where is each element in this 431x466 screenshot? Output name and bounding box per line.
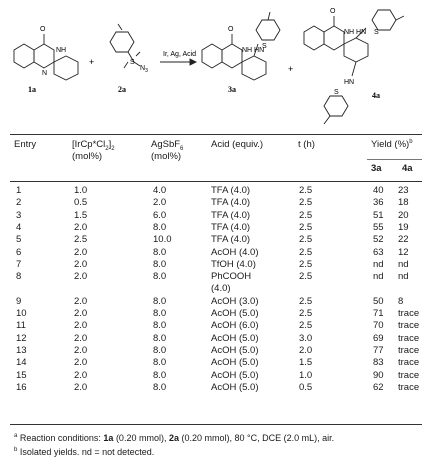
table-cell-y3a: 51: [373, 209, 384, 221]
table-cell-acid: AcOH (5.0): [211, 344, 259, 356]
table-cell-y3a: 83: [373, 357, 384, 369]
table-cell-entry: 11: [16, 320, 26, 332]
table-cell-y4a: trace: [398, 320, 420, 332]
table-cell-entry: 12: [16, 332, 27, 344]
header-ag: AgSbF$_6$ (mol%): [151, 139, 184, 162]
table-rule-top: [10, 134, 422, 135]
structure-2a: [110, 24, 140, 68]
atom-S-2a: S: [130, 59, 135, 66]
table-cell-acid: TFA (4.0): [211, 221, 251, 233]
table-cell-t: 2.5: [299, 271, 313, 283]
table-cell-t: 2.5: [299, 295, 313, 307]
table-cell-entry: 15: [16, 369, 27, 381]
table-cell-y3a: 77: [373, 344, 384, 356]
table-cell-y4a: 19: [398, 221, 409, 233]
table-cell-y3a: 55: [373, 221, 384, 233]
atom-N3-2a: $N_3$: [140, 65, 148, 74]
table-cell-ag: 2.0: [153, 197, 167, 209]
table-cell-acid: TFA (4.0): [211, 234, 251, 246]
table-cell-acid: AcOH (5.0): [211, 332, 259, 344]
compound-2a-label: 2a: [118, 85, 126, 94]
table-cell-ir: 2.0: [74, 258, 88, 270]
table-cell-ag: 8.0: [153, 308, 167, 319]
atom-S-3a: S: [262, 43, 267, 50]
table-cell-entry: 6: [16, 246, 22, 258]
table-cell-y3a: nd: [373, 271, 384, 283]
table-cell-acid: AcOH (5.0): [211, 381, 259, 393]
table-cell-y4a: 8: [398, 295, 404, 307]
table-rule-bottom: [10, 424, 422, 425]
table-cell-ir: 2.0: [74, 332, 88, 344]
table-cell-ag: 8.0: [153, 357, 167, 369]
table-cell-t: 2.5: [299, 221, 313, 233]
table-cell-ir: 2.0: [74, 357, 88, 369]
table-cell-entry: 5: [16, 234, 22, 246]
table-cell-y4a: trace: [398, 344, 420, 356]
table-cell-entry: 3: [16, 209, 22, 221]
table-cell-entry: 10: [16, 308, 27, 319]
table-cell-y4a: 12: [398, 246, 409, 258]
atom-O-1a: O: [40, 26, 46, 33]
atom-NH-4a: NH HN: [344, 29, 367, 36]
table-cell-t: 2.5: [299, 258, 313, 270]
table-cell-ir: 2.0: [74, 308, 88, 319]
structure-3a: [202, 12, 280, 80]
table-cell-y4a: 23: [398, 185, 409, 196]
table-cell-t: 2.5: [299, 320, 313, 332]
table-cell-ag: 8.0: [153, 246, 167, 258]
table-cell-t: 2.5: [299, 246, 313, 258]
table-cell-ag: 4.0: [153, 185, 167, 196]
table-cell-t: 1.0: [299, 369, 313, 381]
table-cell-acid: PhCOOH: [211, 271, 252, 283]
table-cell-y3a: 71: [373, 308, 384, 319]
table-cell-ir: 2.0: [74, 344, 88, 356]
atom-NH-3a: NH HN: [242, 47, 265, 54]
table-cell-t: 2.5: [299, 197, 313, 209]
table-cell-acid: AcOH (5.0): [211, 308, 259, 319]
atom-S2-4a: S: [334, 89, 339, 96]
table-cell-ir: 1.5: [74, 209, 88, 221]
atom-S-4a: S: [374, 29, 379, 36]
table-cell-ir: 2.5: [74, 234, 88, 246]
table-cell-y4a: 18: [398, 197, 409, 209]
compound-1a-label: 1a: [28, 85, 36, 94]
table-cell-t: 2.5: [299, 185, 313, 196]
table-cell-ag: 8.0: [153, 221, 167, 233]
table-cell-ag: 8.0: [153, 369, 167, 381]
table-cell-ag: 6.0: [153, 209, 167, 221]
table-cell-ag: 8.0: [153, 344, 167, 356]
table-cell-t: 3.0: [299, 332, 313, 344]
table-cell-ir: 0.5: [74, 197, 88, 209]
reagent-label: Ir, Ag, Acid: [163, 51, 197, 58]
table-cell-entry: 13: [16, 344, 27, 356]
table-cell-y4a: trace: [398, 332, 420, 344]
table-cell-t: 2.5: [299, 234, 313, 246]
table-cell-acid: AcOH (5.0): [211, 369, 259, 381]
table-cell-ag: 8.0: [153, 320, 167, 332]
plus-sign-2: +: [288, 64, 294, 74]
header-yield: Yield (%)$^b$: [371, 138, 413, 150]
table-cell-acid: AcOH (4.0): [211, 246, 259, 258]
table-cell-ag: 10.0: [153, 234, 172, 246]
header-4a: 4a: [402, 163, 413, 174]
table-cell-ir: 2.0: [74, 369, 88, 381]
table-cell-y4a: nd: [398, 271, 409, 283]
atom-O-3a: O: [228, 26, 234, 33]
table-cell-y3a: 69: [373, 332, 384, 344]
table-cell-ir: 2.0: [74, 320, 88, 332]
table-cell-y3a: 52: [373, 234, 384, 246]
table-cell-ag: 8.0: [153, 381, 167, 393]
table-cell-acid: AcOH (6.0): [211, 320, 259, 332]
table-cell-ag: 8.0: [153, 258, 167, 270]
table-cell-t: 2.5: [299, 308, 313, 319]
header-entry: Entry: [14, 139, 37, 150]
table-cell-t: 2.0: [299, 344, 313, 356]
table-cell-acid: TFA (4.0): [211, 209, 251, 221]
header-ir: $[IrCp*Cl_2]_2$ (mol%): [72, 139, 115, 162]
table-cell-entry: 4: [16, 221, 22, 233]
table-cell-y3a: 63: [373, 246, 384, 258]
header-acid: Acid (equiv.): [211, 139, 264, 150]
table-cell-acid: TfOH (4.0): [211, 258, 256, 270]
table-cell-ag: 8.0: [153, 332, 167, 344]
table-cell-acid: AcOH (5.0): [211, 357, 259, 369]
table-cell-entry: 9: [16, 295, 22, 307]
table-cell-entry: 14: [16, 357, 27, 369]
table-cell-y3a: 70: [373, 320, 384, 332]
table-cell-entry: 16: [16, 381, 27, 393]
table-cell-y4a: trace: [398, 381, 420, 393]
compound-4a-label: 4a: [372, 91, 380, 100]
table-cell-y4a: trace: [398, 357, 420, 369]
table-cell-acid-cont: (4.0): [211, 283, 231, 295]
yield-subrule: [367, 159, 422, 160]
table-cell-ag: 8.0: [153, 295, 167, 307]
table-cell-ir: 1.0: [74, 185, 88, 196]
table-cell-ir: 2.0: [74, 381, 88, 393]
table-cell-t: 2.5: [299, 209, 313, 221]
footnote-a: $^a$ Reaction conditions: 1a (0.20 mmol), 2a (0.20 mmol), 80 °C, DCE (2.0 mL), air.: [14, 433, 335, 443]
compound-3a-label: 3a: [228, 85, 236, 94]
table-cell-y3a: 40: [373, 185, 384, 196]
table-cell-acid: TFA (4.0): [211, 185, 251, 196]
plus-sign-1: +: [89, 57, 95, 67]
header-time: t (h): [298, 139, 315, 150]
table-cell-entry: 2: [16, 197, 22, 209]
table-cell-t: 0.5: [299, 381, 313, 393]
table-cell-entry: 1: [16, 185, 22, 196]
table-cell-entry: 8: [16, 271, 22, 283]
table-cell-y3a: 50: [373, 295, 384, 307]
atom-NH-1a: NH: [56, 47, 67, 54]
table-cell-y4a: trace: [398, 369, 420, 381]
table-cell-ir: 2.0: [74, 246, 88, 258]
header-3a: 3a: [371, 163, 382, 174]
table-cell-entry: 7: [16, 258, 22, 270]
table-cell-ag: 8.0: [153, 271, 167, 283]
footnote-b: $^b$ Isolated yields. nd = not detected.: [14, 447, 155, 457]
reaction-scheme: [0, 0, 431, 152]
table-cell-y4a: 22: [398, 234, 409, 246]
atom-O-4a: O: [330, 8, 336, 15]
table-cell-acid: AcOH (3.0): [211, 295, 259, 307]
table-cell-y3a: 36: [373, 197, 384, 209]
table-cell-y3a: 62: [373, 381, 384, 393]
table-cell-ir: 2.0: [74, 271, 88, 283]
table-cell-ir: 2.0: [74, 221, 88, 233]
atom-N-1a: N: [42, 70, 48, 77]
table-cell-y4a: trace: [398, 308, 420, 319]
table-cell-y4a: 20: [398, 209, 409, 221]
table-rule-mid: [10, 181, 422, 182]
table-cell-y3a: 90: [373, 369, 384, 381]
table-cell-t: 1.5: [299, 357, 313, 369]
atom-HN-4a: HN: [344, 79, 355, 86]
table-cell-ir: 2.0: [74, 295, 88, 307]
table-cell-acid: TFA (4.0): [211, 197, 251, 209]
table-cell-y4a: nd: [398, 258, 409, 270]
structure-4a: [304, 10, 404, 124]
table-cell-y3a: nd: [373, 258, 384, 270]
